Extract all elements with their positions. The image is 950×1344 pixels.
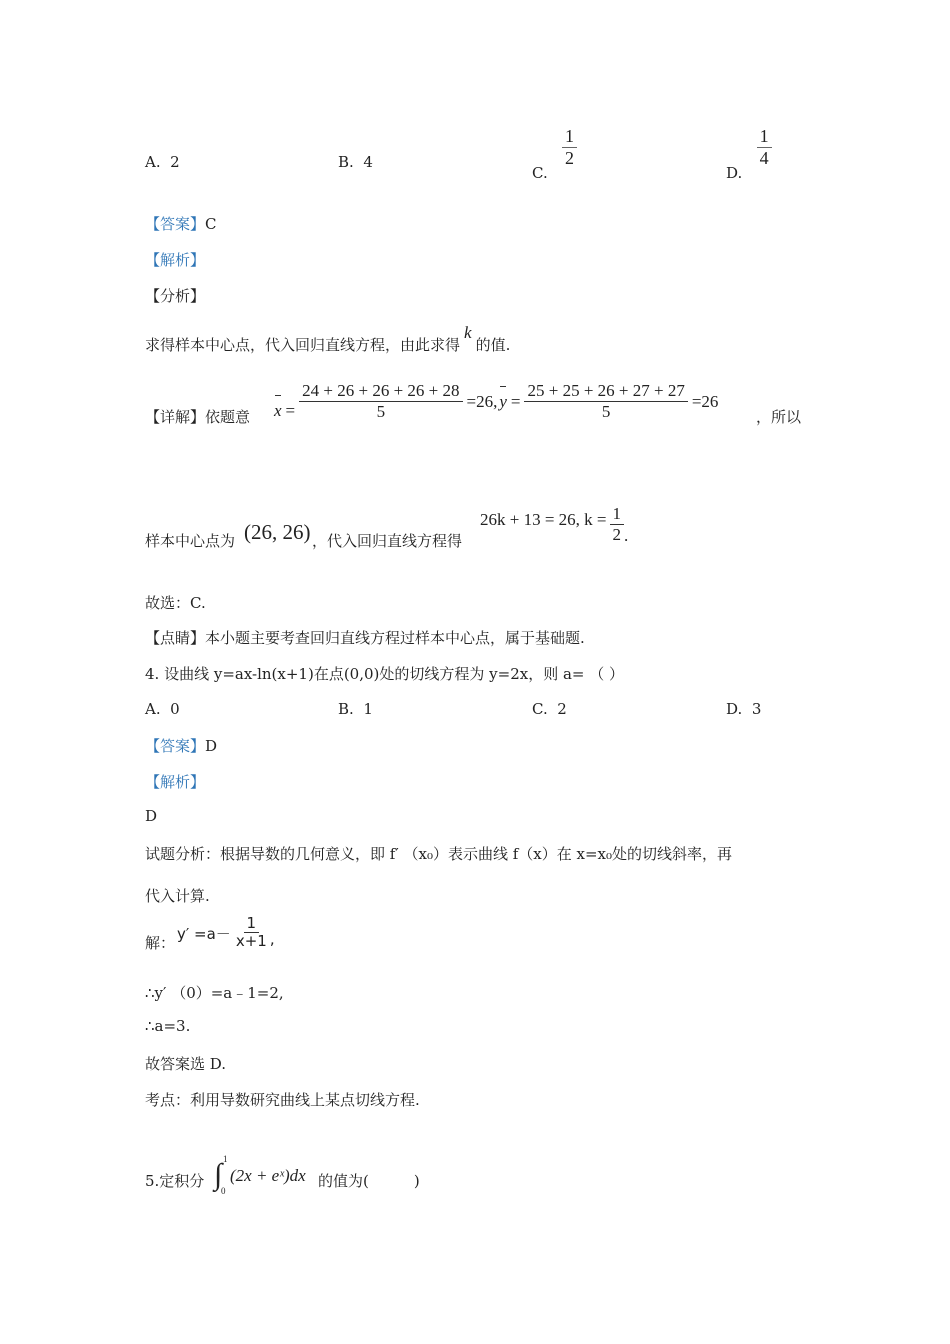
q4-option-b: B. 1 xyxy=(338,700,373,718)
q4-analysis-line1: 试题分析：根据导数的几何意义，即 f′ （x₀）表示曲线 f（x）在 x=x₀处的切线斜率，再 xyxy=(145,845,733,863)
q4-option-d: D. 3 xyxy=(726,700,762,718)
q4-jiexi-tag: 【解析】 xyxy=(145,773,206,791)
q5-prefix: 5.定积分 xyxy=(145,1172,205,1190)
q4-question: 4. 设曲线 y=ax-ln(x+1)在点(0,0)处的切线方程为 y=2x，则 a= （ ） xyxy=(145,665,625,683)
option-c-fraction: $\frac{1}{2}$ xyxy=(562,126,577,168)
q4-conclusion: 故答案选 D. xyxy=(145,1055,227,1073)
q3-center-mid: ，代入回归直线方程得 xyxy=(312,532,463,550)
q3-dianjing: 【点睛】本小题主要考查回归直线方程过样本中心点，属于基础题. xyxy=(145,629,585,647)
q3-center-point: (26, 26) xyxy=(244,520,311,544)
q4-step2: ∴a=3. xyxy=(145,1017,191,1035)
q5-integrand: (2x + eˣ)dx xyxy=(230,1166,306,1185)
ybar-fraction: $\frac{25 + 25 + 26 + 27 + 27}{5}$ xyxy=(524,381,687,421)
q4-option-a: A. 0 xyxy=(145,700,180,718)
q4-solve-equation: y′ =a－ $\frac{1}{x+1}$ , xyxy=(177,914,275,951)
option-d-fraction: $\frac{1}{4}$ xyxy=(757,126,772,168)
option-a: A. 2 xyxy=(145,153,180,171)
q3-answer: 【答案】C xyxy=(145,215,217,233)
solve-fraction: $\frac{1}{x+1}$ xyxy=(235,914,267,951)
q3-regression-equation: 26k + 13 = 26, k = $\frac{1}{2}$ . xyxy=(480,504,629,546)
q4-analysis-line2: 代入计算. xyxy=(145,887,210,905)
q3-jiexi-tag: 【解析】 xyxy=(145,251,206,269)
integral-sign: ∫ 1 0 xyxy=(214,1154,228,1196)
q4-step1: ∴y′ （0）=a﹣1=2, xyxy=(145,984,284,1002)
xbar-fraction: $\frac{24 + 26 + 26 + 26 + 28}{5}$ xyxy=(299,381,462,421)
q3-detail-equation: x = $\frac{24 + 26 + 26 + 26 + 28}{5}$ =26, y = $\frac{25 + 25 + 26 + 27 + 27}{5}$ =26 xyxy=(274,381,719,421)
option-c: C. $\frac{1}{2}$ xyxy=(532,126,577,168)
q4-kaodian: 考点：利用导数研究曲线上某点切线方程. xyxy=(145,1091,420,1109)
q5-suffix: 的值为( ) xyxy=(318,1172,420,1190)
q3-fenxi-text: 求得样本中心点，代入回归直线方程，由此求得k的值. xyxy=(145,323,511,354)
q3-fenxi-tag: 【分析】 xyxy=(145,287,206,305)
q3-detail-tag: 【详解】依题意 xyxy=(145,408,251,426)
option-b: B. 4 xyxy=(338,153,373,171)
q4-answer: 【答案】D xyxy=(145,737,218,755)
q3-center-text: 样本中心点为 xyxy=(145,532,236,550)
q3-detail-tail: ，所以 xyxy=(756,408,802,426)
q3-choose: 故选：C. xyxy=(145,594,206,612)
option-d: D. $\frac{1}{4}$ xyxy=(726,126,772,168)
k-fraction: $\frac{1}{2}$ xyxy=(610,504,625,544)
q4-solve-label: 解： xyxy=(145,934,176,952)
q4-option-c: C. 2 xyxy=(532,700,567,718)
answer-tag: 【答案】 xyxy=(145,215,206,233)
q4-plain-answer: D xyxy=(145,807,158,825)
